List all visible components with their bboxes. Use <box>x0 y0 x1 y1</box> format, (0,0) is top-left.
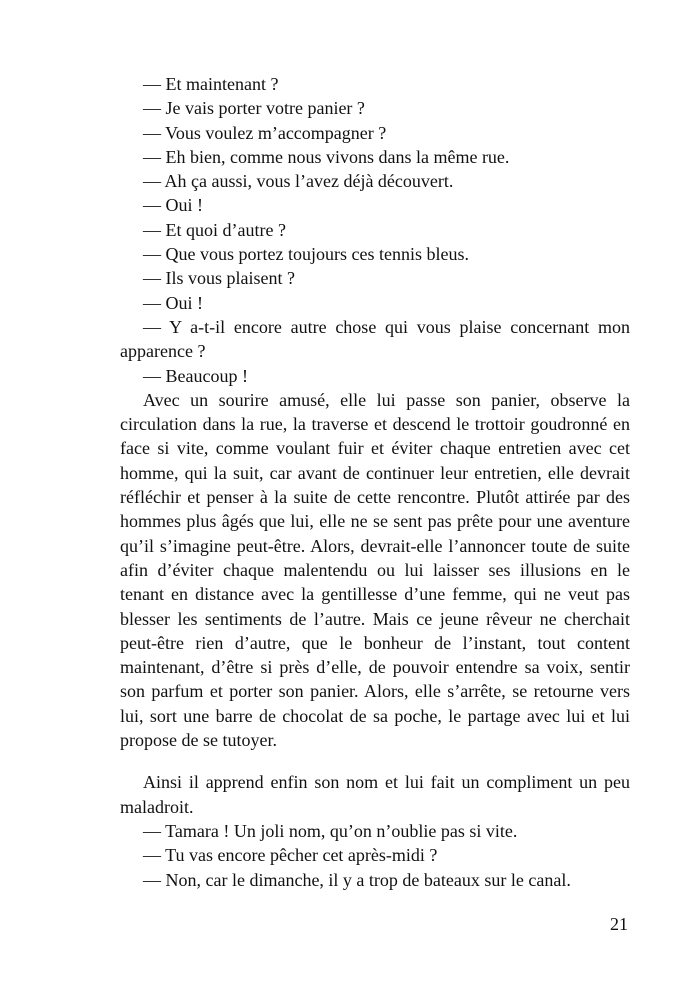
text-line: blesser les sentiments de l’autre. Mais ce jeune rêveur ne cherchait <box>120 608 630 629</box>
text-line: — Y a-t-il encore autre chose qui vous plaise concernant mon <box>143 316 630 337</box>
text-line: lui, sort une barre de chocolat de sa poche, le partage avec lui et lui <box>120 705 630 726</box>
text-line: — Et quoi d’autre ? <box>143 219 286 240</box>
text-line: — Oui ! <box>143 195 203 216</box>
text-line: maladroit. <box>120 796 194 817</box>
text-line: tenant en distance avec la gentillesse d’une femme, qui ne veut pas <box>120 584 630 605</box>
text-line: — Ah ça aussi, vous l’avez déjà découvert. <box>143 171 454 192</box>
text-line: — Tamara ! Un joli nom, qu’on n’oublie pas si vite. <box>143 820 518 841</box>
text-line: afin d’éviter chaque malentendu ou lui laisser ses illusions en le <box>120 559 630 580</box>
text-line: face si vite, comme voulant fuir et éviter chaque entretien avec cet <box>120 438 630 459</box>
text-line: réfléchir et penser à la suite de cette rencontre. Plutôt attirée par des <box>120 487 630 508</box>
text-line: — Non, car le dimanche, il y a trop de bateaux sur le canal. <box>143 869 571 890</box>
page-body-text <box>120 72 630 892</box>
text-line: hommes plus âgés que lui, elle ne se sent pas prête pour une aventure <box>120 511 630 532</box>
text-line: Ainsi il apprend enfin son nom et lui fait un compliment un peu <box>143 772 630 793</box>
text-line: qu’il s’imagine peut-être. Alors, devrait-elle l’annoncer toute de suite <box>120 535 630 556</box>
text-line: Avec un sourire amusé, elle lui passe son panier, observe la <box>143 389 630 410</box>
text-line: — Que vous portez toujours ces tennis bleus. <box>143 244 469 265</box>
text-line: homme, qui la suit, car avant de continuer leur entretien, elle devrait <box>120 462 630 483</box>
page-number: 21 <box>610 914 628 934</box>
text-line: — Eh bien, comme nous vivons dans la même rue. <box>143 146 510 167</box>
text-line: — Je vais porter votre panier ? <box>143 98 365 119</box>
text-line: — Oui ! <box>143 292 203 313</box>
text-line: peut-être rien d’autre, que le bonheur de l’instant, tout content <box>120 632 630 653</box>
text-line: — Ils vous plaisent ? <box>143 268 295 289</box>
text-line: — Tu vas encore pêcher cet après-midi ? <box>143 845 438 866</box>
text-line: apparence ? <box>120 341 206 362</box>
text-line: circulation dans la rue, la traverse et descend le trottoir goudronné en <box>120 414 630 435</box>
text-line: — Et maintenant ? <box>143 74 279 94</box>
text-line: son parfum et porter son panier. Alors, elle s’arrête, se retourne vers <box>120 681 630 702</box>
text-line: — Beaucoup ! <box>143 365 248 386</box>
text-line: propose de se tutoyer. <box>120 730 277 751</box>
text-line: — Vous voulez m’accompagner ? <box>143 122 387 143</box>
text-line: maintenant, d’être si près d’elle, de pouvoir entendre sa voix, sentir <box>120 657 630 678</box>
